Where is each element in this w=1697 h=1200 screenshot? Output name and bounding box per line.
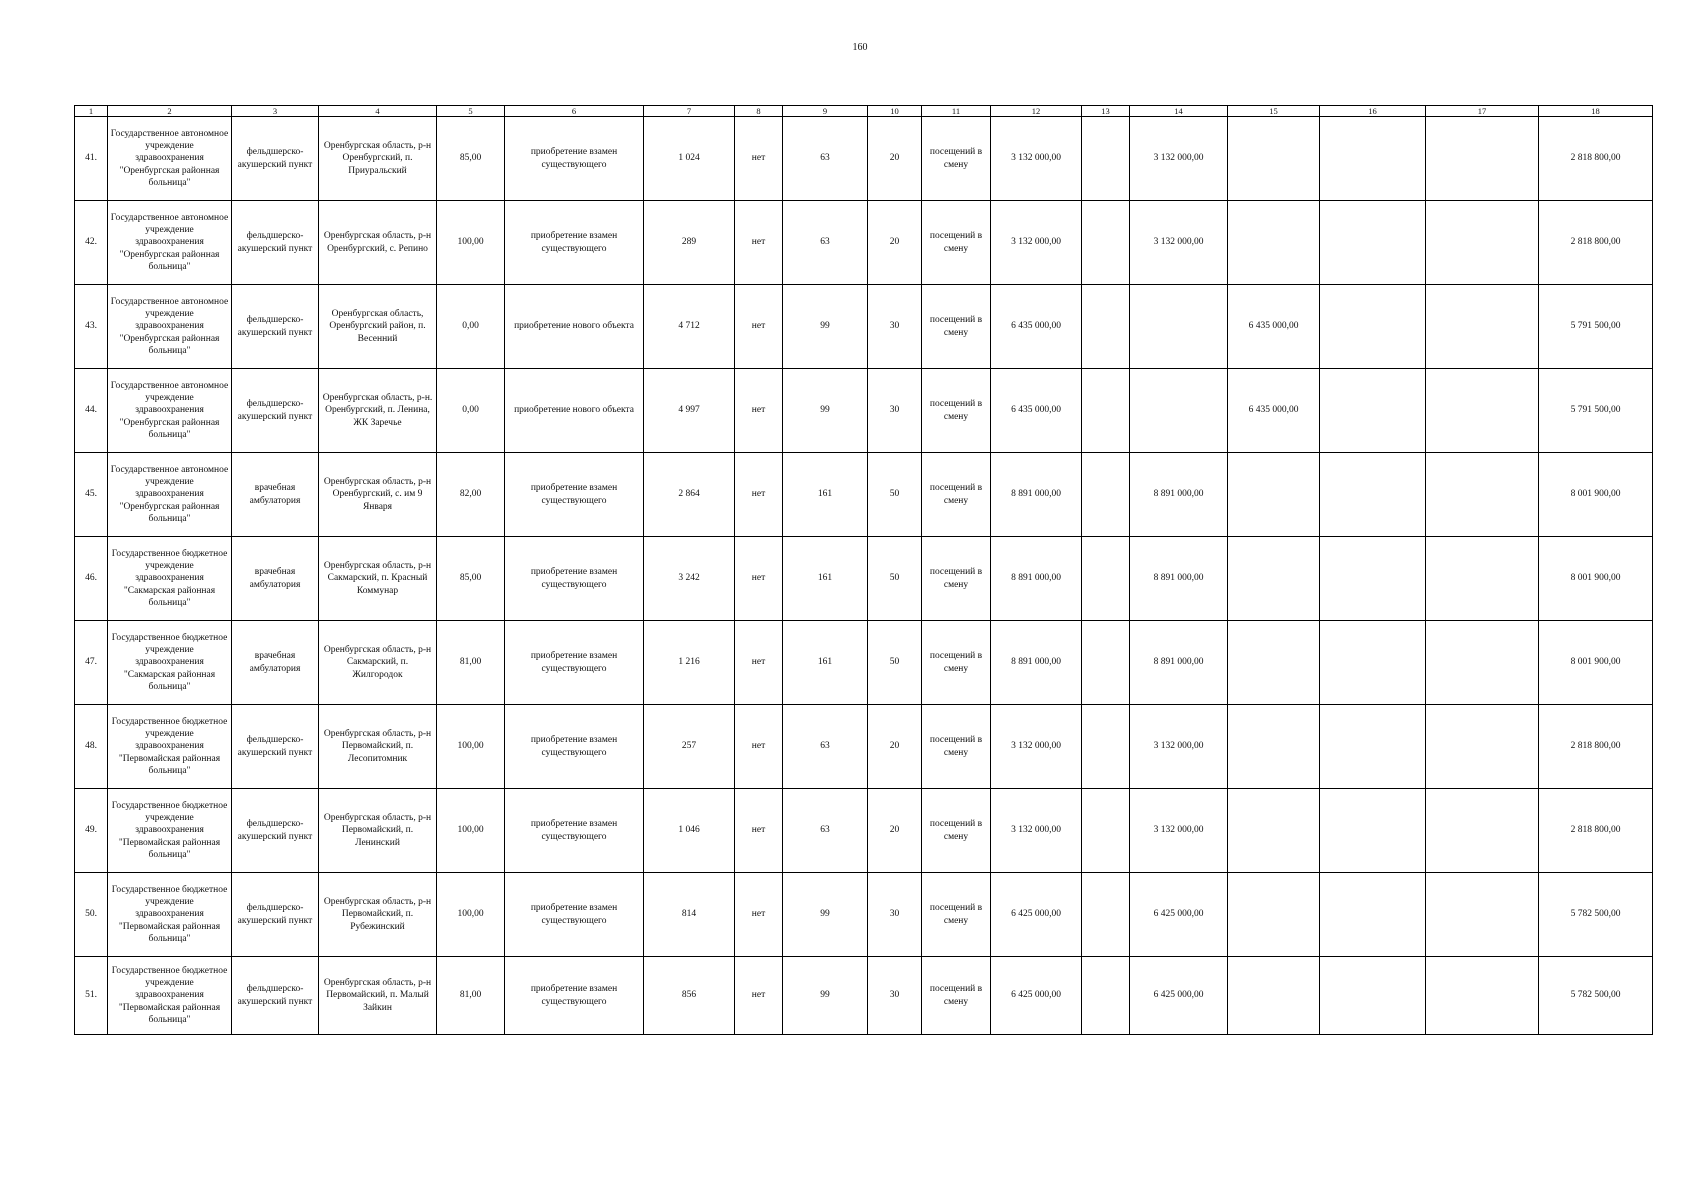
capacity-shift-cell: 30 [868, 957, 922, 1035]
amount-col12-cell: 8 891 000,00 [991, 453, 1082, 537]
facility-type-cell: фельдшерско-акушерский пункт [232, 285, 319, 369]
action-cell: приобретение взамен существующего [505, 537, 644, 621]
column-header: 7 [644, 106, 735, 117]
amount-col17-cell [1426, 957, 1539, 1035]
capacity-shift-cell: 50 [868, 621, 922, 705]
capacity-shift-cell: 50 [868, 537, 922, 621]
population-cell: 2 864 [644, 453, 735, 537]
unit-cell: посещений в смену [922, 873, 991, 957]
amount-col16-cell [1320, 537, 1426, 621]
flag-cell: нет [735, 873, 783, 957]
amount-col18-cell: 5 791 500,00 [1539, 369, 1653, 453]
facility-type-cell: фельдшерско-акушерский пункт [232, 789, 319, 873]
column-header: 14 [1130, 106, 1228, 117]
row-number-cell: 45. [75, 453, 108, 537]
amount-col14-cell: 3 132 000,00 [1130, 789, 1228, 873]
column-header: 17 [1426, 106, 1539, 117]
amount-col13-cell [1082, 369, 1130, 453]
amount-col13-cell [1082, 621, 1130, 705]
amount-col15-cell: 6 435 000,00 [1228, 369, 1320, 453]
capacity-total-cell: 63 [783, 117, 868, 201]
wear-percent-cell: 100,00 [437, 705, 505, 789]
amount-col12-cell: 8 891 000,00 [991, 621, 1082, 705]
location-cell: Оренбургская область, Оренбургский район, п. Весенний [319, 285, 437, 369]
amount-col13-cell [1082, 873, 1130, 957]
row-number-cell: 43. [75, 285, 108, 369]
amount-col14-cell: 8 891 000,00 [1130, 537, 1228, 621]
capacity-total-cell: 99 [783, 873, 868, 957]
capacity-total-cell: 161 [783, 621, 868, 705]
unit-cell: посещений в смену [922, 957, 991, 1035]
amount-col15-cell [1228, 117, 1320, 201]
amount-col12-cell: 3 132 000,00 [991, 789, 1082, 873]
facility-type-cell: врачебная амбулатория [232, 621, 319, 705]
action-cell: приобретение взамен существующего [505, 957, 644, 1035]
wear-percent-cell: 82,00 [437, 453, 505, 537]
capacity-shift-cell: 50 [868, 453, 922, 537]
amount-col14-cell: 8 891 000,00 [1130, 621, 1228, 705]
location-cell: Оренбургская область, р-н Первомайский, п. Рубежинский [319, 873, 437, 957]
organization-cell: Государственное бюджетное учреждение здравоохранения "Первомайская районная больница" [108, 705, 232, 789]
table-row [75, 201, 1653, 285]
population-cell: 3 242 [644, 537, 735, 621]
location-cell: Оренбургская область, р-н Первомайский, п. Лесопитомник [319, 705, 437, 789]
facility-type-cell: фельдшерско-акушерский пункт [232, 873, 319, 957]
amount-col18-cell: 5 791 500,00 [1539, 285, 1653, 369]
flag-cell: нет [735, 117, 783, 201]
amount-col17-cell [1426, 789, 1539, 873]
amount-col15-cell [1228, 789, 1320, 873]
population-cell: 257 [644, 705, 735, 789]
capacity-shift-cell: 20 [868, 117, 922, 201]
amount-col14-cell: 6 425 000,00 [1130, 873, 1228, 957]
capacity-total-cell: 63 [783, 789, 868, 873]
amount-col18-cell: 2 818 800,00 [1539, 201, 1653, 285]
amount-col15-cell [1228, 453, 1320, 537]
capacity-total-cell: 99 [783, 957, 868, 1035]
amount-col16-cell [1320, 789, 1426, 873]
unit-cell: посещений в смену [922, 285, 991, 369]
organization-cell: Государственное автономное учреждение здравоохранения "Оренбургская районная больница" [108, 117, 232, 201]
column-header: 12 [991, 106, 1082, 117]
amount-col13-cell [1082, 201, 1130, 285]
amount-col13-cell [1082, 537, 1130, 621]
capacity-shift-cell: 20 [868, 705, 922, 789]
amount-col16-cell [1320, 201, 1426, 285]
amount-col14-cell [1130, 369, 1228, 453]
amount-col12-cell: 6 425 000,00 [991, 957, 1082, 1035]
flag-cell: нет [735, 705, 783, 789]
table-row [75, 537, 1653, 621]
row-number-cell: 42. [75, 201, 108, 285]
amount-col12-cell: 8 891 000,00 [991, 537, 1082, 621]
row-number-cell: 44. [75, 369, 108, 453]
facility-type-cell: врачебная амбулатория [232, 453, 319, 537]
organization-cell: Государственное бюджетное учреждение здравоохранения "Сакмарская районная больница" [108, 621, 232, 705]
population-cell: 1 024 [644, 117, 735, 201]
flag-cell: нет [735, 201, 783, 285]
column-header: 8 [735, 106, 783, 117]
wear-percent-cell: 85,00 [437, 117, 505, 201]
facilities-table [74, 105, 1653, 1035]
facility-type-cell: фельдшерско-акушерский пункт [232, 705, 319, 789]
amount-col15-cell [1228, 621, 1320, 705]
amount-col15-cell [1228, 873, 1320, 957]
row-number-cell: 48. [75, 705, 108, 789]
action-cell: приобретение взамен существующего [505, 789, 644, 873]
population-cell: 289 [644, 201, 735, 285]
capacity-shift-cell: 30 [868, 285, 922, 369]
column-header: 3 [232, 106, 319, 117]
column-header: 5 [437, 106, 505, 117]
amount-col16-cell [1320, 285, 1426, 369]
location-cell: Оренбургская область, р-н Первомайский, п. Малый Зайкин [319, 957, 437, 1035]
amount-col14-cell: 3 132 000,00 [1130, 117, 1228, 201]
wear-percent-cell: 81,00 [437, 621, 505, 705]
capacity-shift-cell: 20 [868, 789, 922, 873]
population-cell: 856 [644, 957, 735, 1035]
amount-col17-cell [1426, 705, 1539, 789]
column-header: 18 [1539, 106, 1653, 117]
capacity-shift-cell: 30 [868, 873, 922, 957]
action-cell: приобретение нового объекта [505, 285, 644, 369]
amount-col12-cell: 3 132 000,00 [991, 117, 1082, 201]
amount-col12-cell: 6 435 000,00 [991, 369, 1082, 453]
action-cell: приобретение взамен существующего [505, 201, 644, 285]
unit-cell: посещений в смену [922, 705, 991, 789]
organization-cell: Государственное автономное учреждение здравоохранения "Оренбургская районная больница" [108, 285, 232, 369]
unit-cell: посещений в смену [922, 537, 991, 621]
table-row [75, 957, 1653, 1035]
capacity-shift-cell: 30 [868, 369, 922, 453]
location-cell: Оренбургская область, р-н Сакмарский, п. Жилгородок [319, 621, 437, 705]
flag-cell: нет [735, 453, 783, 537]
flag-cell: нет [735, 285, 783, 369]
row-number-cell: 41. [75, 117, 108, 201]
location-cell: Оренбургская область, р-н. Оренбургский, п. Ленина, ЖК Заречье [319, 369, 437, 453]
amount-col18-cell: 8 001 900,00 [1539, 621, 1653, 705]
capacity-total-cell: 63 [783, 705, 868, 789]
capacity-shift-cell: 20 [868, 201, 922, 285]
organization-cell: Государственное автономное учреждение здравоохранения "Оренбургская районная больница" [108, 201, 232, 285]
organization-cell: Государственное бюджетное учреждение здравоохранения "Сакмарская районная больница" [108, 537, 232, 621]
unit-cell: посещений в смену [922, 453, 991, 537]
amount-col16-cell [1320, 621, 1426, 705]
organization-cell: Государственное бюджетное учреждение здравоохранения "Первомайская районная больница" [108, 957, 232, 1035]
population-cell: 4 997 [644, 369, 735, 453]
amount-col17-cell [1426, 621, 1539, 705]
action-cell: приобретение взамен существующего [505, 621, 644, 705]
column-header: 16 [1320, 106, 1426, 117]
flag-cell: нет [735, 957, 783, 1035]
amount-col13-cell [1082, 117, 1130, 201]
amount-col14-cell: 3 132 000,00 [1130, 705, 1228, 789]
wear-percent-cell: 100,00 [437, 201, 505, 285]
location-cell: Оренбургская область, р-н Оренбургский, с. им 9 Января [319, 453, 437, 537]
organization-cell: Государственное бюджетное учреждение здравоохранения "Первомайская районная больница" [108, 873, 232, 957]
table-row [75, 873, 1653, 957]
action-cell: приобретение нового объекта [505, 369, 644, 453]
population-cell: 814 [644, 873, 735, 957]
table-row [75, 453, 1653, 537]
column-header: 13 [1082, 106, 1130, 117]
unit-cell: посещений в смену [922, 369, 991, 453]
amount-col14-cell: 6 425 000,00 [1130, 957, 1228, 1035]
row-number-cell: 47. [75, 621, 108, 705]
capacity-total-cell: 161 [783, 453, 868, 537]
facility-type-cell: фельдшерско-акушерский пункт [232, 957, 319, 1035]
population-cell: 4 712 [644, 285, 735, 369]
amount-col17-cell [1426, 537, 1539, 621]
amount-col16-cell [1320, 873, 1426, 957]
amount-col14-cell: 8 891 000,00 [1130, 453, 1228, 537]
population-cell: 1 046 [644, 789, 735, 873]
wear-percent-cell: 81,00 [437, 957, 505, 1035]
organization-cell: Государственное автономное учреждение здравоохранения "Оренбургская районная больница" [108, 453, 232, 537]
amount-col16-cell [1320, 369, 1426, 453]
row-number-cell: 49. [75, 789, 108, 873]
flag-cell: нет [735, 789, 783, 873]
row-number-cell: 51. [75, 957, 108, 1035]
table-body [75, 117, 1653, 1035]
wear-percent-cell: 100,00 [437, 789, 505, 873]
amount-col18-cell: 8 001 900,00 [1539, 537, 1653, 621]
amount-col16-cell [1320, 705, 1426, 789]
wear-percent-cell: 100,00 [437, 873, 505, 957]
flag-cell: нет [735, 621, 783, 705]
location-cell: Оренбургская область, р-н Оренбургский, п. Приуральский [319, 117, 437, 201]
amount-col18-cell: 8 001 900,00 [1539, 453, 1653, 537]
column-header: 9 [783, 106, 868, 117]
action-cell: приобретение взамен существующего [505, 873, 644, 957]
column-header: 2 [108, 106, 232, 117]
amount-col15-cell [1228, 705, 1320, 789]
amount-col13-cell [1082, 285, 1130, 369]
row-number-cell: 46. [75, 537, 108, 621]
capacity-total-cell: 63 [783, 201, 868, 285]
flag-cell: нет [735, 369, 783, 453]
unit-cell: посещений в смену [922, 789, 991, 873]
amount-col16-cell [1320, 453, 1426, 537]
organization-cell: Государственное бюджетное учреждение здравоохранения "Первомайская районная больница" [108, 789, 232, 873]
facility-type-cell: фельдшерско-акушерский пункт [232, 117, 319, 201]
amount-col17-cell [1426, 369, 1539, 453]
amount-col18-cell: 2 818 800,00 [1539, 117, 1653, 201]
facility-type-cell: врачебная амбулатория [232, 537, 319, 621]
column-header: 15 [1228, 106, 1320, 117]
amount-col16-cell [1320, 117, 1426, 201]
location-cell: Оренбургская область, р-н Первомайский, п. Ленинский [319, 789, 437, 873]
amount-col13-cell [1082, 705, 1130, 789]
table-row [75, 117, 1653, 201]
amount-col17-cell [1426, 285, 1539, 369]
unit-cell: посещений в смену [922, 201, 991, 285]
amount-col12-cell: 6 425 000,00 [991, 873, 1082, 957]
amount-col17-cell [1426, 117, 1539, 201]
table-row [75, 705, 1653, 789]
amount-col18-cell: 5 782 500,00 [1539, 957, 1653, 1035]
wear-percent-cell: 85,00 [437, 537, 505, 621]
amount-col17-cell [1426, 201, 1539, 285]
capacity-total-cell: 161 [783, 537, 868, 621]
amount-col13-cell [1082, 453, 1130, 537]
flag-cell: нет [735, 537, 783, 621]
row-number-cell: 50. [75, 873, 108, 957]
capacity-total-cell: 99 [783, 369, 868, 453]
location-cell: Оренбургская область, р-н Сакмарский, п. Красный Коммунар [319, 537, 437, 621]
table-row [75, 369, 1653, 453]
action-cell: приобретение взамен существующего [505, 453, 644, 537]
location-cell: Оренбургская область, р-н Оренбургский, с. Репино [319, 201, 437, 285]
table-row [75, 285, 1653, 369]
unit-cell: посещений в смену [922, 621, 991, 705]
amount-col17-cell [1426, 453, 1539, 537]
header-row [75, 106, 1653, 117]
amount-col12-cell: 3 132 000,00 [991, 201, 1082, 285]
amount-col15-cell [1228, 537, 1320, 621]
table-row [75, 789, 1653, 873]
amount-col13-cell [1082, 957, 1130, 1035]
amount-col13-cell [1082, 789, 1130, 873]
amount-col14-cell [1130, 285, 1228, 369]
wear-percent-cell: 0,00 [437, 285, 505, 369]
amount-col12-cell: 6 435 000,00 [991, 285, 1082, 369]
amount-col14-cell: 3 132 000,00 [1130, 201, 1228, 285]
amount-col12-cell: 3 132 000,00 [991, 705, 1082, 789]
facility-type-cell: фельдшерско-акушерский пункт [232, 369, 319, 453]
column-header: 11 [922, 106, 991, 117]
action-cell: приобретение взамен существующего [505, 117, 644, 201]
column-header: 1 [75, 106, 108, 117]
organization-cell: Государственное автономное учреждение здравоохранения "Оренбургская районная больница" [108, 369, 232, 453]
table-row [75, 621, 1653, 705]
amount-col15-cell: 6 435 000,00 [1228, 285, 1320, 369]
unit-cell: посещений в смену [922, 117, 991, 201]
amount-col18-cell: 5 782 500,00 [1539, 873, 1653, 957]
column-header: 10 [868, 106, 922, 117]
amount-col15-cell [1228, 957, 1320, 1035]
amount-col17-cell [1426, 873, 1539, 957]
wear-percent-cell: 0,00 [437, 369, 505, 453]
amount-col18-cell: 2 818 800,00 [1539, 705, 1653, 789]
population-cell: 1 216 [644, 621, 735, 705]
action-cell: приобретение взамен существующего [505, 705, 644, 789]
amount-col15-cell [1228, 201, 1320, 285]
capacity-total-cell: 99 [783, 285, 868, 369]
page-number: 160 [852, 42, 868, 53]
column-header: 6 [505, 106, 644, 117]
facility-type-cell: фельдшерско-акушерский пункт [232, 201, 319, 285]
column-header: 4 [319, 106, 437, 117]
amount-col18-cell: 2 818 800,00 [1539, 789, 1653, 873]
amount-col16-cell [1320, 957, 1426, 1035]
